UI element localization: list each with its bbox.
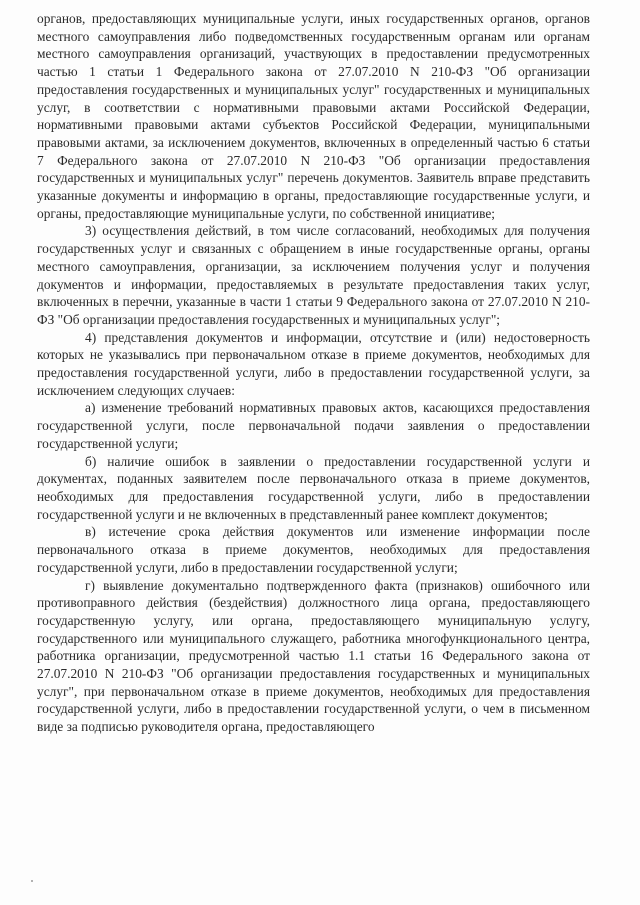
document-body [37, 10, 590, 736]
paragraph-item-3: 3) осуществления действий, в том числе согласований, необходимых для получения государственных услуг и связанных с обращением в иные государственные органы, органы местного самоуправления, организации, за исключением получения услуг и получения документов и информации, предоставляемых в результате предоставления таких услуг, включенных в перечни, указанные в части 1 статьи 9 Федерального закона от 27.07.2010 N 210-ФЗ "Об организации предоставления государственных и муниципальных услуг"; [37, 223, 590, 327]
paragraph-subitem-g: г) выявление документально подтвержденного факта (признаков) ошибочного или противоправного действия (бездействия) должностного лица органа, предоставляющего государственную услугу, или органа, предоставляющего муниципальную услугу, государственного или муниципального служащего, работника многофункционального центра, работника организации, предусмотренной частью 1.1 статьи 16 Федерального закона от 27.07.2010 N 210-ФЗ "Об организации предоставления государственных и муниципальных услуг", при первоначальном отказе в приеме документов, необходимых для предоставления государственной услуги, либо в предоставлении государственной услуги, о чем в письменном виде за подписью руководителя органа, предоставляющего [37, 577, 590, 735]
paragraph-subitem-a: а) изменение требований нормативных правовых актов, касающихся предоставления государственной услуги, после первоначальной подачи заявления о предоставлении государственной услуги; [37, 400, 590, 451]
paragraph-continuation: органов, предоставляющих муниципальные услуги, иных государственных органов, органов местного самоуправления либо подведомственных государственным органам или органам местного самоуправления организаций, участвующих в предоставлении предусмотренных частью 1 статьи 1 Федерального закона от 27.07.2010 N 210-ФЗ "Об организации предоставления государственных и муниципальных услуг" государственных и муниципальных услуг, в соответствии с нормативными правовыми актами Российской Федерации, нормативными правовыми актами субъектов Российской Федерации, муниципальными правовыми актами, за исключением документов, включенных в определенный частью 6 статьи 7 Федерального закона от 27.07.2010 N 210-ФЗ "Об организации предоставления государственных и муниципальных услуг" перечень документов. Заявитель вправе представить указанные документы и информацию в органы, предоставляющие государственные услуги, и органы, предоставляющие муниципальные услуги, по собственной инициативе; [37, 11, 590, 221]
paragraph-item-4: 4) представления документов и информации, отсутствие и (или) недостоверность которых не указывались при первоначальном отказе в приеме документов, необходимых для предоставления государственной услуги, либо в предоставлении государственной услуги, за исключением следующих случаев: [37, 329, 590, 398]
paragraph-subitem-b: б) наличие ошибок в заявлении о предоставлении государственной услуги и документах, поданных заявителем после первоначального отказа в приеме документов, необходимых для предоставления государственной услуги, либо в предоставлении государственной услуги и не включенных в представленный ранее комплект документов; [37, 453, 590, 522]
paragraph-subitem-v: в) истечение срока действия документов или изменение информации после первоначального отказа в приеме документов, необходимых для предоставления государственной услуги, либо в предоставлении государственной услуги; [37, 524, 590, 575]
scan-speck [31, 880, 33, 882]
